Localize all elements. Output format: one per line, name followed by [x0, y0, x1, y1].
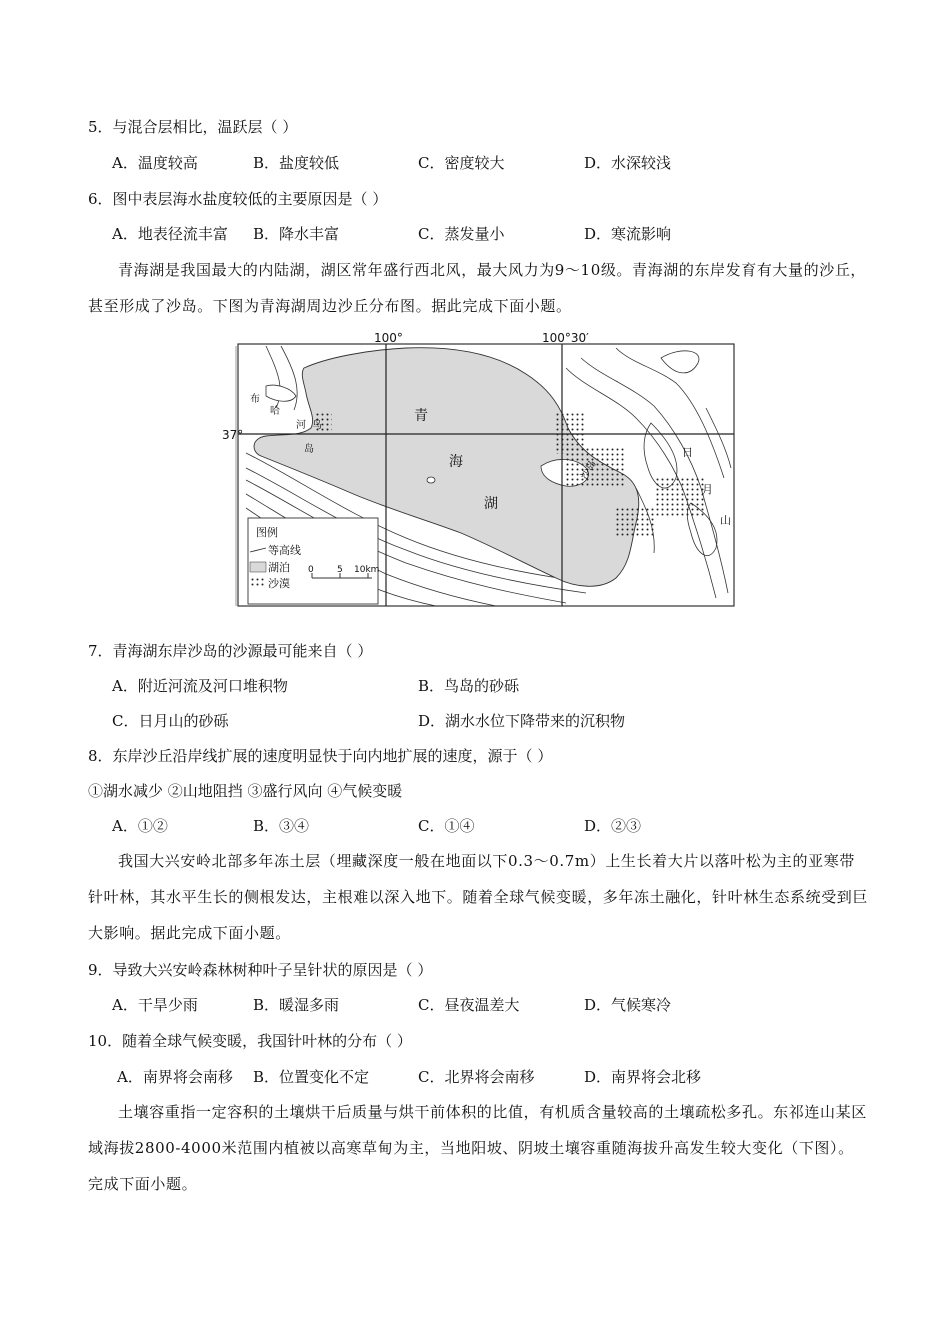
q10-stem: 10．随着全球气候变暖，我国针叶林的分布（ ） — [88, 1032, 412, 1050]
q6-option-d: D．寒流影响 — [584, 225, 672, 243]
label-niao: 鸟 — [312, 420, 322, 431]
q5-option-b: B．盐度较低 — [253, 154, 340, 172]
q7-option-a: A．附近河流及河口堆积物 — [112, 677, 288, 695]
label-bu: 布 — [250, 394, 260, 405]
label-shan: 山 — [720, 514, 731, 527]
q7-option-b: B．鸟岛的砂砾 — [418, 677, 520, 695]
q6-option-b: B．降水丰富 — [253, 225, 340, 243]
lon-label-100: 100° — [374, 331, 403, 345]
q9-stem: 9．导致大兴安岭森林树种叶子呈针状的原因是（ ） — [88, 961, 433, 979]
lake-char-2: 海 — [449, 454, 463, 470]
passage-daxinganling: 我国大兴安岭北部多年冻土层（埋藏深度一般在地面以下0.3～0.7m）上生长着大片以落叶松为主的亚寒带针叶林，其水平生长的侧根发达，主根难以深入地下。随着全球气候变暖，多年冻土融化，针叶林生态系统受到巨大影响。据此完成下面小题。 — [88, 852, 869, 942]
q5-option-d: D．水深较浅 — [584, 154, 672, 172]
q8-items: ①湖水减少 ②山地阻挡 ③盛行风向 ④气候变暖 — [88, 782, 403, 800]
q8-option-c: C．①④ — [418, 817, 475, 835]
q8-option-b: B．③④ — [253, 817, 310, 835]
q10-option-b: B．位置变化不定 — [253, 1068, 370, 1086]
q9-option-a: A．干旱少雨 — [112, 996, 198, 1014]
legend-title: 图例 — [256, 526, 278, 539]
q10-option-c: C．北界将会南移 — [418, 1068, 535, 1086]
qinghai-lake-sand-dune-map — [222, 328, 736, 608]
passage-soil-bulk-density: 土壤容重指一定容积的土壤烘干后质量与烘干前体积的比值，有机质含量较高的土壤疏松多孔。东祁连山某区域海拔2800-4000米范围内植被以高寒草甸为主，当地阳坡、阴坡土壤容重随海拔升高发生较大变化（下图）。完成下面小题。 — [88, 1103, 867, 1193]
q8-option-a: A．①② — [112, 817, 168, 835]
lat-label-37: 37° — [222, 428, 244, 442]
scale-5: 5 — [337, 565, 343, 575]
q9-option-d: D．气候寒冷 — [584, 996, 672, 1014]
map-legend — [248, 518, 379, 604]
scale-0: 0 — [308, 565, 314, 575]
desert-east-3 — [656, 478, 706, 518]
desert-east-4 — [616, 508, 656, 538]
q5-option-a: A．温度较高 — [112, 154, 198, 172]
q9-option-b: B．暖湿多雨 — [253, 996, 340, 1014]
q7-stem: 7．青海湖东岸沙岛的沙源最可能来自（ ） — [88, 642, 373, 660]
q8-stem: 8．东岸沙丘沿岸线扩展的速度明显快于向内地扩展的速度，源于（ ） — [88, 747, 553, 765]
legend-lake: 湖泊 — [268, 561, 290, 574]
legend-desert: 沙漠 — [268, 577, 290, 590]
label-yue: 月 — [702, 483, 713, 496]
label-dao: 岛 — [304, 444, 314, 455]
q5-option-c: C．密度较大 — [418, 154, 505, 172]
q6-option-a: A．地表径流丰富 — [112, 225, 228, 243]
q7-option-c: C．日月山的砂砾 — [112, 712, 229, 730]
q10-option-a: A．南界将会南移 — [117, 1068, 233, 1086]
label-ha: 哈 — [270, 406, 280, 417]
label-he: 河 — [296, 420, 306, 431]
passage-qinghai-lake: 青海湖是我国最大的内陆湖，湖区常年盛行西北风，最大风力为9～10级。青海湖的东岸发育有大量的沙丘，甚至形成了沙岛。下图为青海湖周边沙丘分布图。据此完成下面小题。 — [88, 261, 867, 315]
lake-char-1: 青 — [414, 408, 428, 424]
q10-option-d: D．南界将会北移 — [584, 1068, 702, 1086]
lon-label-100-30: 100°30′ — [542, 331, 589, 345]
label-ri: 日 — [682, 446, 693, 459]
scale-10km: 10km — [354, 565, 380, 575]
q7-option-d: D．湖水水位下降带来的沉积物 — [418, 712, 626, 730]
q8-option-d: D．②③ — [584, 817, 642, 835]
small-island — [427, 477, 435, 483]
q6-option-c: C．蒸发量小 — [418, 225, 505, 243]
label-shadao: 沙岛 — [579, 458, 599, 482]
lake-char-3: 湖 — [484, 496, 498, 512]
q6-stem: 6．图中表层海水盐度较低的主要原因是（ ） — [88, 190, 388, 208]
q9-option-c: C．昼夜温差大 — [418, 996, 520, 1014]
q5-stem: 5．与混合层相比，温跃层（ ） — [88, 118, 298, 136]
legend-contour: 等高线 — [268, 544, 301, 557]
